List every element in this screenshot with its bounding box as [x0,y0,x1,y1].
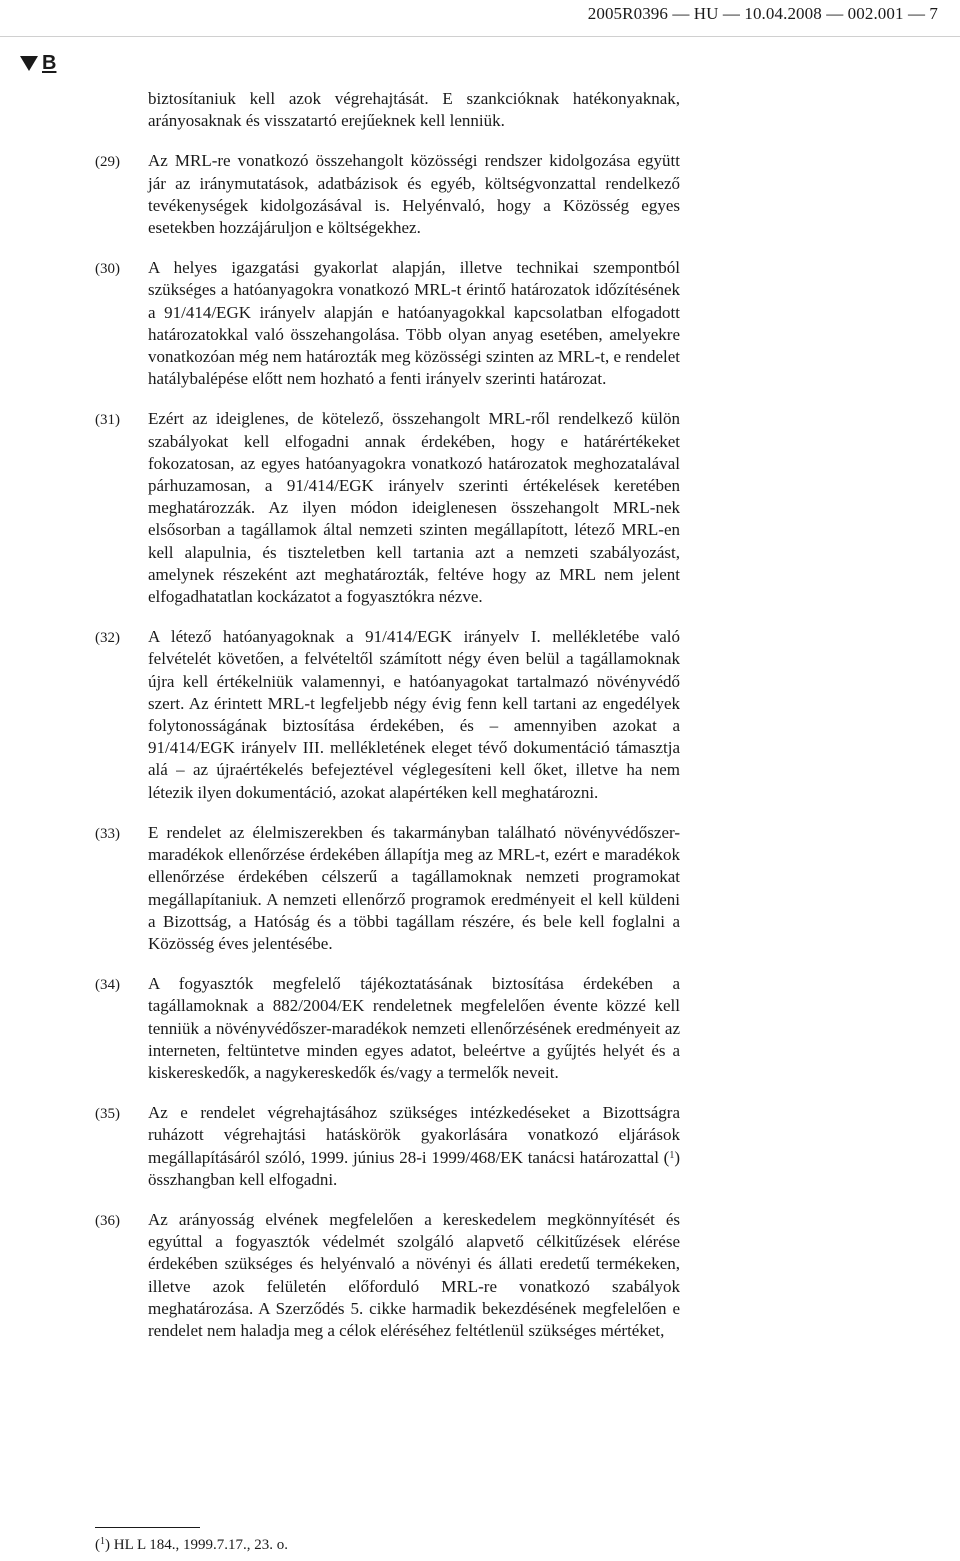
recital-34 [95,973,680,1084]
triangle-down-icon [20,56,38,71]
recital-number: (35) [95,1106,120,1123]
recital-35 [95,1102,680,1191]
recital-text: Az arányosság elvének megfelelően a kereskedelem megkönnyítését és egyúttal a fogyasztók védelmét szolgáló alapvető célkitűzések elérése érdekében szükséges és helyénvaló a növényi és állati eredetű termékeken, illetve azok felületén előforduló MRL-re vonatkozó szabályok meghatározása. A Szerződés 5. cikke harmadik bekezdésének megfelelően e rendelet nem haladja meg a célok eléréséhez feltétlenül szükséges mértéket, [148,1209,680,1340]
amendment-marker [20,52,56,75]
recital-text: Az MRL-re vonatkozó összehangolt közösségi rendszer kidolgozása együtt jár az iránymutatások, adatbázisok és egyéb, költségvonzattal rendelkező tevékenységek kidolgozásával is. Helyénvaló, hogy a Közösség egyes esetekben hozzájáruljon e költségekhez. [148,151,680,238]
recital-text: Ezért az ideiglenes, de kötelező, összehangolt MRL-ről rendelkező külön szabályokat kell elfogadni annak érdekében, hogy e határértékeket fokozatosan, az egyes hatóanyagokra vonatkozó határozatok meghozatalával párhuzamosan, a 91/414/EGK irányelv szerinti értékelések keretében meghatározzák. Az ilyen módon ideiglenesen összehangolt MRL-nek elsősorban a tagállamok által nemzeti szinten megállapított, létező MRL-en kell alapulnia, és tiszteletben kell tartania azt a nemzeti szabályozást, amelynek részeként azt meghatározták, feltéve hogy az MRL nem jelent elfogadhatatlan kockázatot a fogyasztókra nézve. [148,409,680,607]
recital-31 [95,408,680,608]
footnote-marker: 1 [100,1536,105,1547]
recital-text-start: Az e rendelet végrehajtásához szükséges intézkedéseket a Bizottságra ruházott végrehajtási hatáskörök gyakorlására vonatkozó eljárások megállapításáról szóló, 1999. június 28-i 1999/468/EK tanácsi határozattal ( [148,1103,680,1167]
recital-29 [95,150,680,239]
footnote-open-paren: ( [95,1537,100,1553]
recital-number: (29) [95,154,120,171]
recital-text: A létező hatóanyagoknak a 91/414/EGK irányelv I. mellékletébe való felvételét követően, a felvételtől számított négy éven belül a tagállamoknak újra kell értékelniük valamennyi, e hatóanyagokat tartalmazó növényvédő szert. Az érintett MRL-t legfeljebb négy évig fenn kell tartani az engedélyek folytonosságának biztosítása érdekében, és – amennyiben azokat a 91/414/EGK irányelv III. mellékletének eleget tévő dokumentáció támasztja alá – az újraértékelés befejeztével véglegesíteni kell őket, illetve ha nem létezik ilyen dokumentáció, azokat alapértéken kell meghatározni. [148,627,680,802]
recitals-body [95,88,680,1360]
recital-text: E rendelet az élelmiszerekben és takarmányban található növényvédőszer-maradékok ellenőrzése érdekében állapítja meg az MRL-t, ezért e maradékok ellenőrzése érdekében célszerű a tagállamoknak nemzeti programokat megállapítaniuk. A nemzeti ellenőrző programok eredményeit el kell küldeni a Bizottság, a Hatóság és a többi tagállam részére, és bele kell foglalni a Közösség éves jelentésébe. [148,822,680,953]
recital-number: (34) [95,977,120,994]
recital-text: A fogyasztók megfelelő tájékoztatásának biztosítása érdekében a tagállamoknak a 882/2004/EK rendeletnek megfelelően évente közzé kell tenniük a növényvédőszer-maradékok nemzeti ellenőrzésének eredményeit az interneten, feltüntetve minden egyes adatot, beleértve a gyűjtés helyét és a kiskereskedők, a nagykereskedők és/vagy a termelők neveit. [148,974,680,1082]
footnote-divider [95,1527,200,1528]
recital-33 [95,822,680,955]
recital-36 [95,1209,680,1342]
recital-number: (30) [95,261,120,278]
continuation-text: biztosítaniuk kell azok végrehajtását. E szankcióknak hatékonyaknak, arányosaknak és visszatartó erejűeknek kell lenniük. [148,89,680,131]
recital-32 [95,626,680,804]
footnote-reference[interactable]: 1 [669,1149,675,1161]
recital-text-end: ) összhangban kell elfogadni. [148,1147,680,1189]
marker-letter: B [42,52,57,74]
footnote-text: HL L 184., 1999.7.17., 23. o. [113,1537,289,1553]
footnote-close-paren: ) [105,1537,110,1553]
recital-text [148,1102,680,1191]
recital-number: (33) [95,825,120,842]
recital-number: (32) [95,630,120,647]
footnote [95,1537,288,1554]
recital-text: A helyes igazgatási gyakorlat alapján, illetve technikai szempontból szükséges a hatóanyagokra vonatkozó MRL-t érintő határozatok időzítésének a 91/414/EGK irányelv alapján e hatóanyagokkal kapcsolatban elfogadott határozatokkal való összehangolása. Több olyan anyag esetében, amelyekre vonatkozóan még nem határozták meg közösségi szinten az MRL-t, e rendelet hatálybalépése előtt nem hozható a fenti irányelv szerinti határozat. [148,258,681,389]
recital-30 [95,257,680,390]
document-header: 2005R0396 — HU — 10.04.2008 — 002.001 — 7 [587,4,938,23]
recital-number: (36) [95,1212,120,1229]
recital-number: (31) [95,412,120,429]
header-divider [0,36,960,37]
